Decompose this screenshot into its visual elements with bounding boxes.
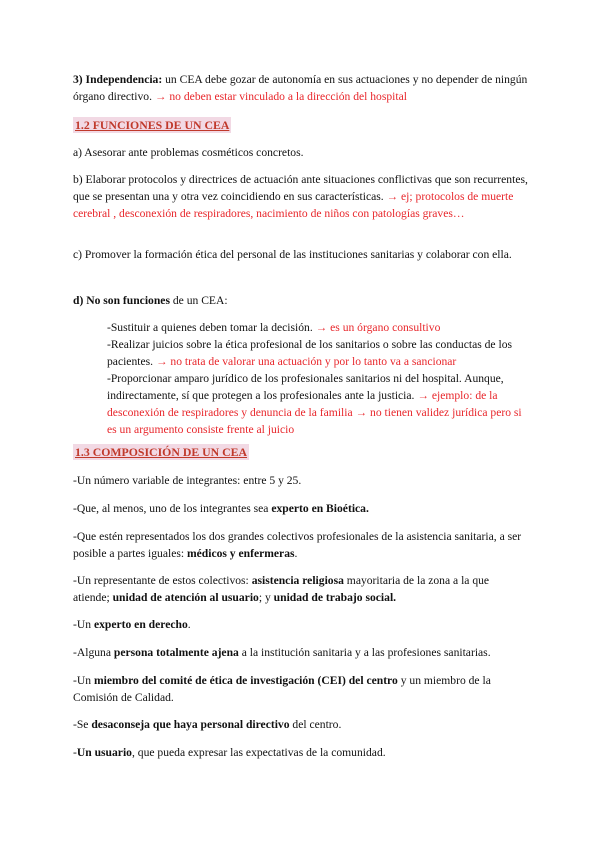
funcion-c: c) Promover la formación ética del personal de las instituciones sanitarias y colaborar con ella.: [73, 248, 512, 261]
heading-composicion: 1.3 COMPOSICIÓN DE UN CEA: [75, 445, 248, 459]
composicion-line-6: -Alguna persona totalmente ajena a la institución sanitaria y a las profesiones sanitarias.: [73, 646, 491, 659]
heading-funciones: 1.2 FUNCIONES DE UN CEA: [75, 118, 230, 132]
funcion-b: [73, 171, 528, 222]
funcion-b-text: b) Elaborar protocolos y directrices de actuación ante situaciones conflictivas que son recurrentes, que se presentan una y otra vez coincidiendo en sus características.: [73, 173, 528, 203]
paragraph-independencia: [73, 71, 528, 105]
independencia-note: → no deben estar vinculado a la dirección del hospital: [154, 90, 407, 103]
list-item: -Proporcionar amparo jurídico de los profesionales sanitarios ni del hospital. Aunque, indirectamente, sí que protegen a los profesionales ante la justicia. → ejemplo: de la desconexión de respiradores y denuncia de la familia → no tienen validez jurídica pero si es un argumento consiste frente al juicio: [107, 372, 522, 436]
composicion-line-8: -Se desaconseja que haya personal directivo del centro.: [73, 718, 342, 731]
funcion-d-rest: de un CEA:: [169, 294, 228, 307]
composicion-line-9: -Un usuario, que pueda expresar las expectativas de la comunidad.: [73, 746, 386, 759]
funcion-d: [73, 292, 528, 309]
independencia-text: un CEA debe gozar de autonomía en sus actuaciones y no depender de ningún órgano directivo.: [73, 73, 528, 103]
funcion-d-label: d) No son funciones: [73, 294, 170, 307]
funcion-b-note: → ej; protocolos de muerte cerebral , desconexión de respiradores, nacimiento de niños con patologías graves…: [73, 190, 514, 220]
composicion-line-7: -Un miembro del comité de ética de investigación (CEI) del centro y un miembro de la Comisión de Calidad.: [73, 674, 491, 704]
funcion-a: a) Asesorar ante problemas cosméticos concretos.: [73, 146, 304, 159]
composicion-line-3: -Que estén representados los dos grandes colectivos profesionales de la asistencia sanitaria, a ser posible a partes iguales: médicos y enfermeras.: [73, 530, 522, 560]
composicion-line-5: -Un experto en derecho.: [73, 618, 191, 631]
no-funciones-list: [107, 319, 528, 438]
composicion-line-1: -Un número variable de integrantes: entre 5 y 25.: [73, 474, 302, 487]
composicion-line-2: -Que, al menos, uno de los integrantes sea experto en Bioética.: [73, 502, 369, 515]
list-item: -Realizar juicios sobre la ética profesional de los sanitarios o sobre las conductas de los pacientes. → no trata de valorar una actuación y por lo tanto va a sancionar: [107, 338, 513, 368]
list-item: -Sustituir a quienes deben tomar la decisión. → es un órgano consultivo: [107, 321, 441, 334]
independencia-label: 3) Independencia:: [73, 73, 163, 86]
composicion-line-4: -Un representante de estos colectivos: asistencia religiosa mayoritaria de la zona a la que atiende; unidad de atención al usuario; y unidad de trabajo social.: [73, 574, 490, 604]
